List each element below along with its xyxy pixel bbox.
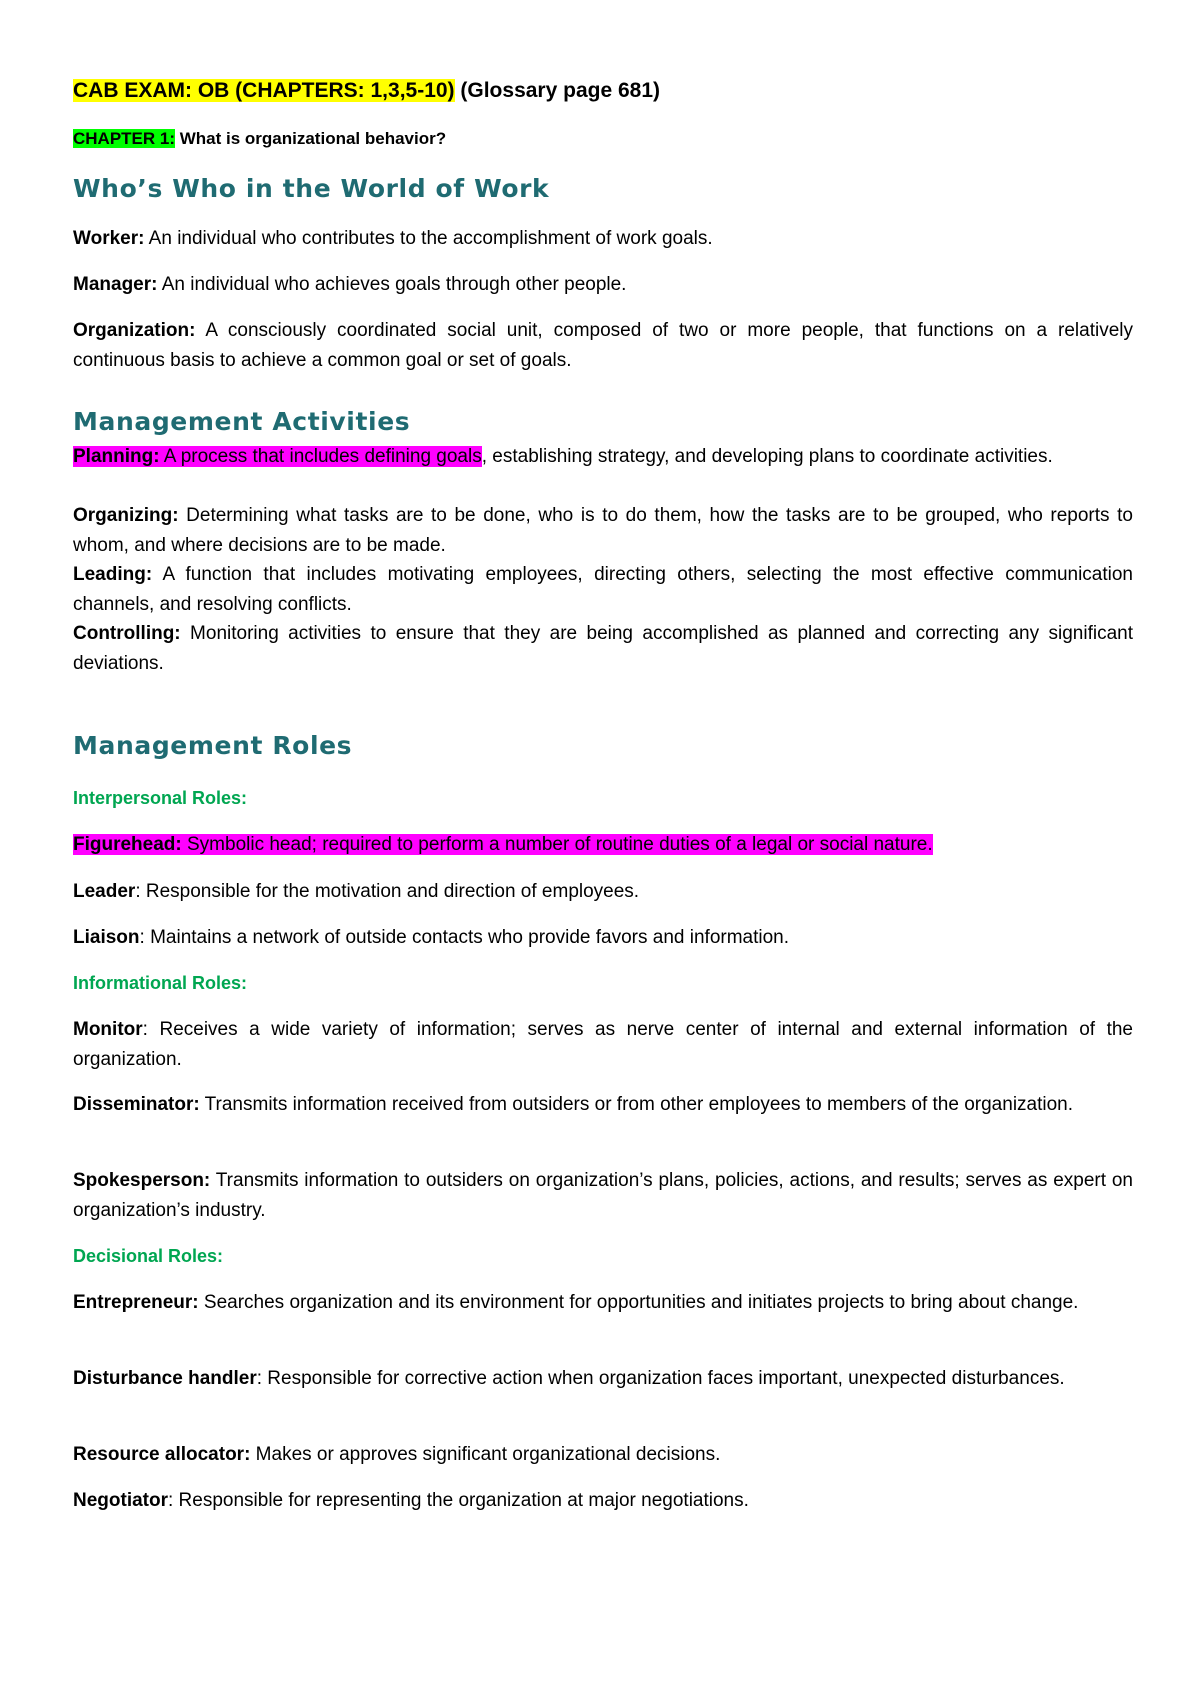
controlling-term: Controlling: — [73, 623, 181, 644]
entrepreneur-term: Entrepreneur: — [73, 1292, 199, 1313]
informational-roles-label: Informational Roles: — [73, 973, 248, 993]
chapter-line — [73, 128, 446, 150]
worker-definition — [73, 224, 1133, 254]
resource-allocator-definition — [73, 1440, 1133, 1470]
leading-term: Leading: — [73, 564, 153, 585]
organizing-definition — [73, 501, 1133, 560]
leading-text: A function that includes motivating employees, directing others, selecting the most effective communication channels, and resolving conflicts. — [73, 564, 1133, 615]
controlling-definition — [73, 619, 1133, 678]
liaison-term: Liaison — [73, 927, 140, 948]
leader-term: Leader — [73, 881, 136, 902]
disseminator-definition — [73, 1090, 1133, 1120]
chapter-title: What is organizational behavior? — [175, 129, 447, 148]
disturbance-handler-text: : Responsible for corrective action when organization faces important, unexpected disturbances. — [256, 1368, 1065, 1389]
worker-term: Worker: — [73, 228, 145, 249]
planning-text: , establishing strategy, and developing plans to coordinate activities. — [481, 446, 1053, 467]
disturbance-handler-term: Disturbance handler — [73, 1368, 257, 1389]
resource-allocator-term: Resource allocator: — [73, 1444, 251, 1465]
monitor-text: : Receives a wide variety of information; serves as nerve center of internal and external information of the organization. — [73, 1019, 1133, 1070]
title-highlight: CAB EXAM: OB (CHAPTERS: 1,3,5-10) — [73, 79, 455, 102]
interpersonal-roles-label: Interpersonal Roles: — [73, 788, 248, 808]
planning-definition — [73, 442, 1133, 472]
monitor-definition — [73, 1015, 1133, 1074]
leader-text: : Responsible for the motivation and direction of employees. — [135, 881, 640, 902]
monitor-term: Monitor — [73, 1019, 143, 1040]
resource-allocator-text: Makes or approves significant organizational decisions. — [250, 1444, 721, 1465]
figurehead-definition — [73, 830, 1133, 860]
disseminator-text: Transmits information received from outsiders or from other employees to members of the organization. — [199, 1094, 1074, 1115]
disseminator-term: Disseminator: — [73, 1094, 200, 1115]
management-roles-heading: Management Roles — [73, 731, 353, 760]
title-glossary-note: (Glossary page 681) — [454, 79, 660, 102]
planning-term: Planning: — [73, 446, 160, 467]
entrepreneur-definition — [73, 1288, 1133, 1318]
negotiator-term: Negotiator — [73, 1490, 168, 1511]
organization-definition — [73, 316, 1133, 375]
spokesperson-definition — [73, 1166, 1133, 1225]
manager-term: Manager: — [73, 274, 158, 295]
disturbance-handler-definition — [73, 1364, 1133, 1394]
organization-term: Organization: — [73, 320, 196, 341]
chapter-label: CHAPTER 1: — [73, 129, 176, 148]
manager-definition — [73, 270, 1133, 300]
spokesperson-text: Transmits information to outsiders on organization’s plans, policies, actions, and results; serves as expert on organization’s industry. — [73, 1170, 1133, 1221]
document-title — [73, 78, 660, 104]
planning-highlight: A process that includes defining goals — [159, 446, 482, 467]
manager-text: An individual who achieves goals through other people. — [157, 274, 627, 295]
organizing-term: Organizing: — [73, 505, 179, 526]
figurehead-text: Symbolic head; required to perform a number of routine duties of a legal or social nature. — [181, 834, 933, 855]
entrepreneur-text: Searches organization and its environment for opportunities and initiates projects to bring about change. — [198, 1292, 1079, 1313]
leader-definition — [73, 877, 1133, 907]
management-activities-heading: Management Activities — [73, 407, 411, 436]
organizing-text: Determining what tasks are to be done, who is to do them, how the tasks are to be grouped, who reports to whom, and where decisions are to be made. — [73, 505, 1133, 556]
figurehead-term: Figurehead: — [73, 834, 182, 855]
negotiator-definition — [73, 1486, 1133, 1516]
whos-who-heading: Who’s Who in the World of Work — [73, 174, 550, 203]
worker-text: An individual who contributes to the accomplishment of work goals. — [144, 228, 713, 249]
negotiator-text: : Responsible for representing the organization at major negotiations. — [168, 1490, 749, 1511]
liaison-definition — [73, 923, 1133, 953]
decisional-roles-label: Decisional Roles: — [73, 1246, 224, 1266]
organization-text: A consciously coordinated social unit, composed of two or more people, that functions on a relatively continuous basis to achieve a common goal or set of goals. — [73, 320, 1133, 371]
controlling-text: Monitoring activities to ensure that they are being accomplished as planned and correcting any significant deviations. — [73, 623, 1133, 674]
spokesperson-term: Spokesperson: — [73, 1170, 211, 1191]
leading-definition — [73, 560, 1133, 619]
liaison-text: : Maintains a network of outside contacts who provide favors and information. — [139, 927, 790, 948]
